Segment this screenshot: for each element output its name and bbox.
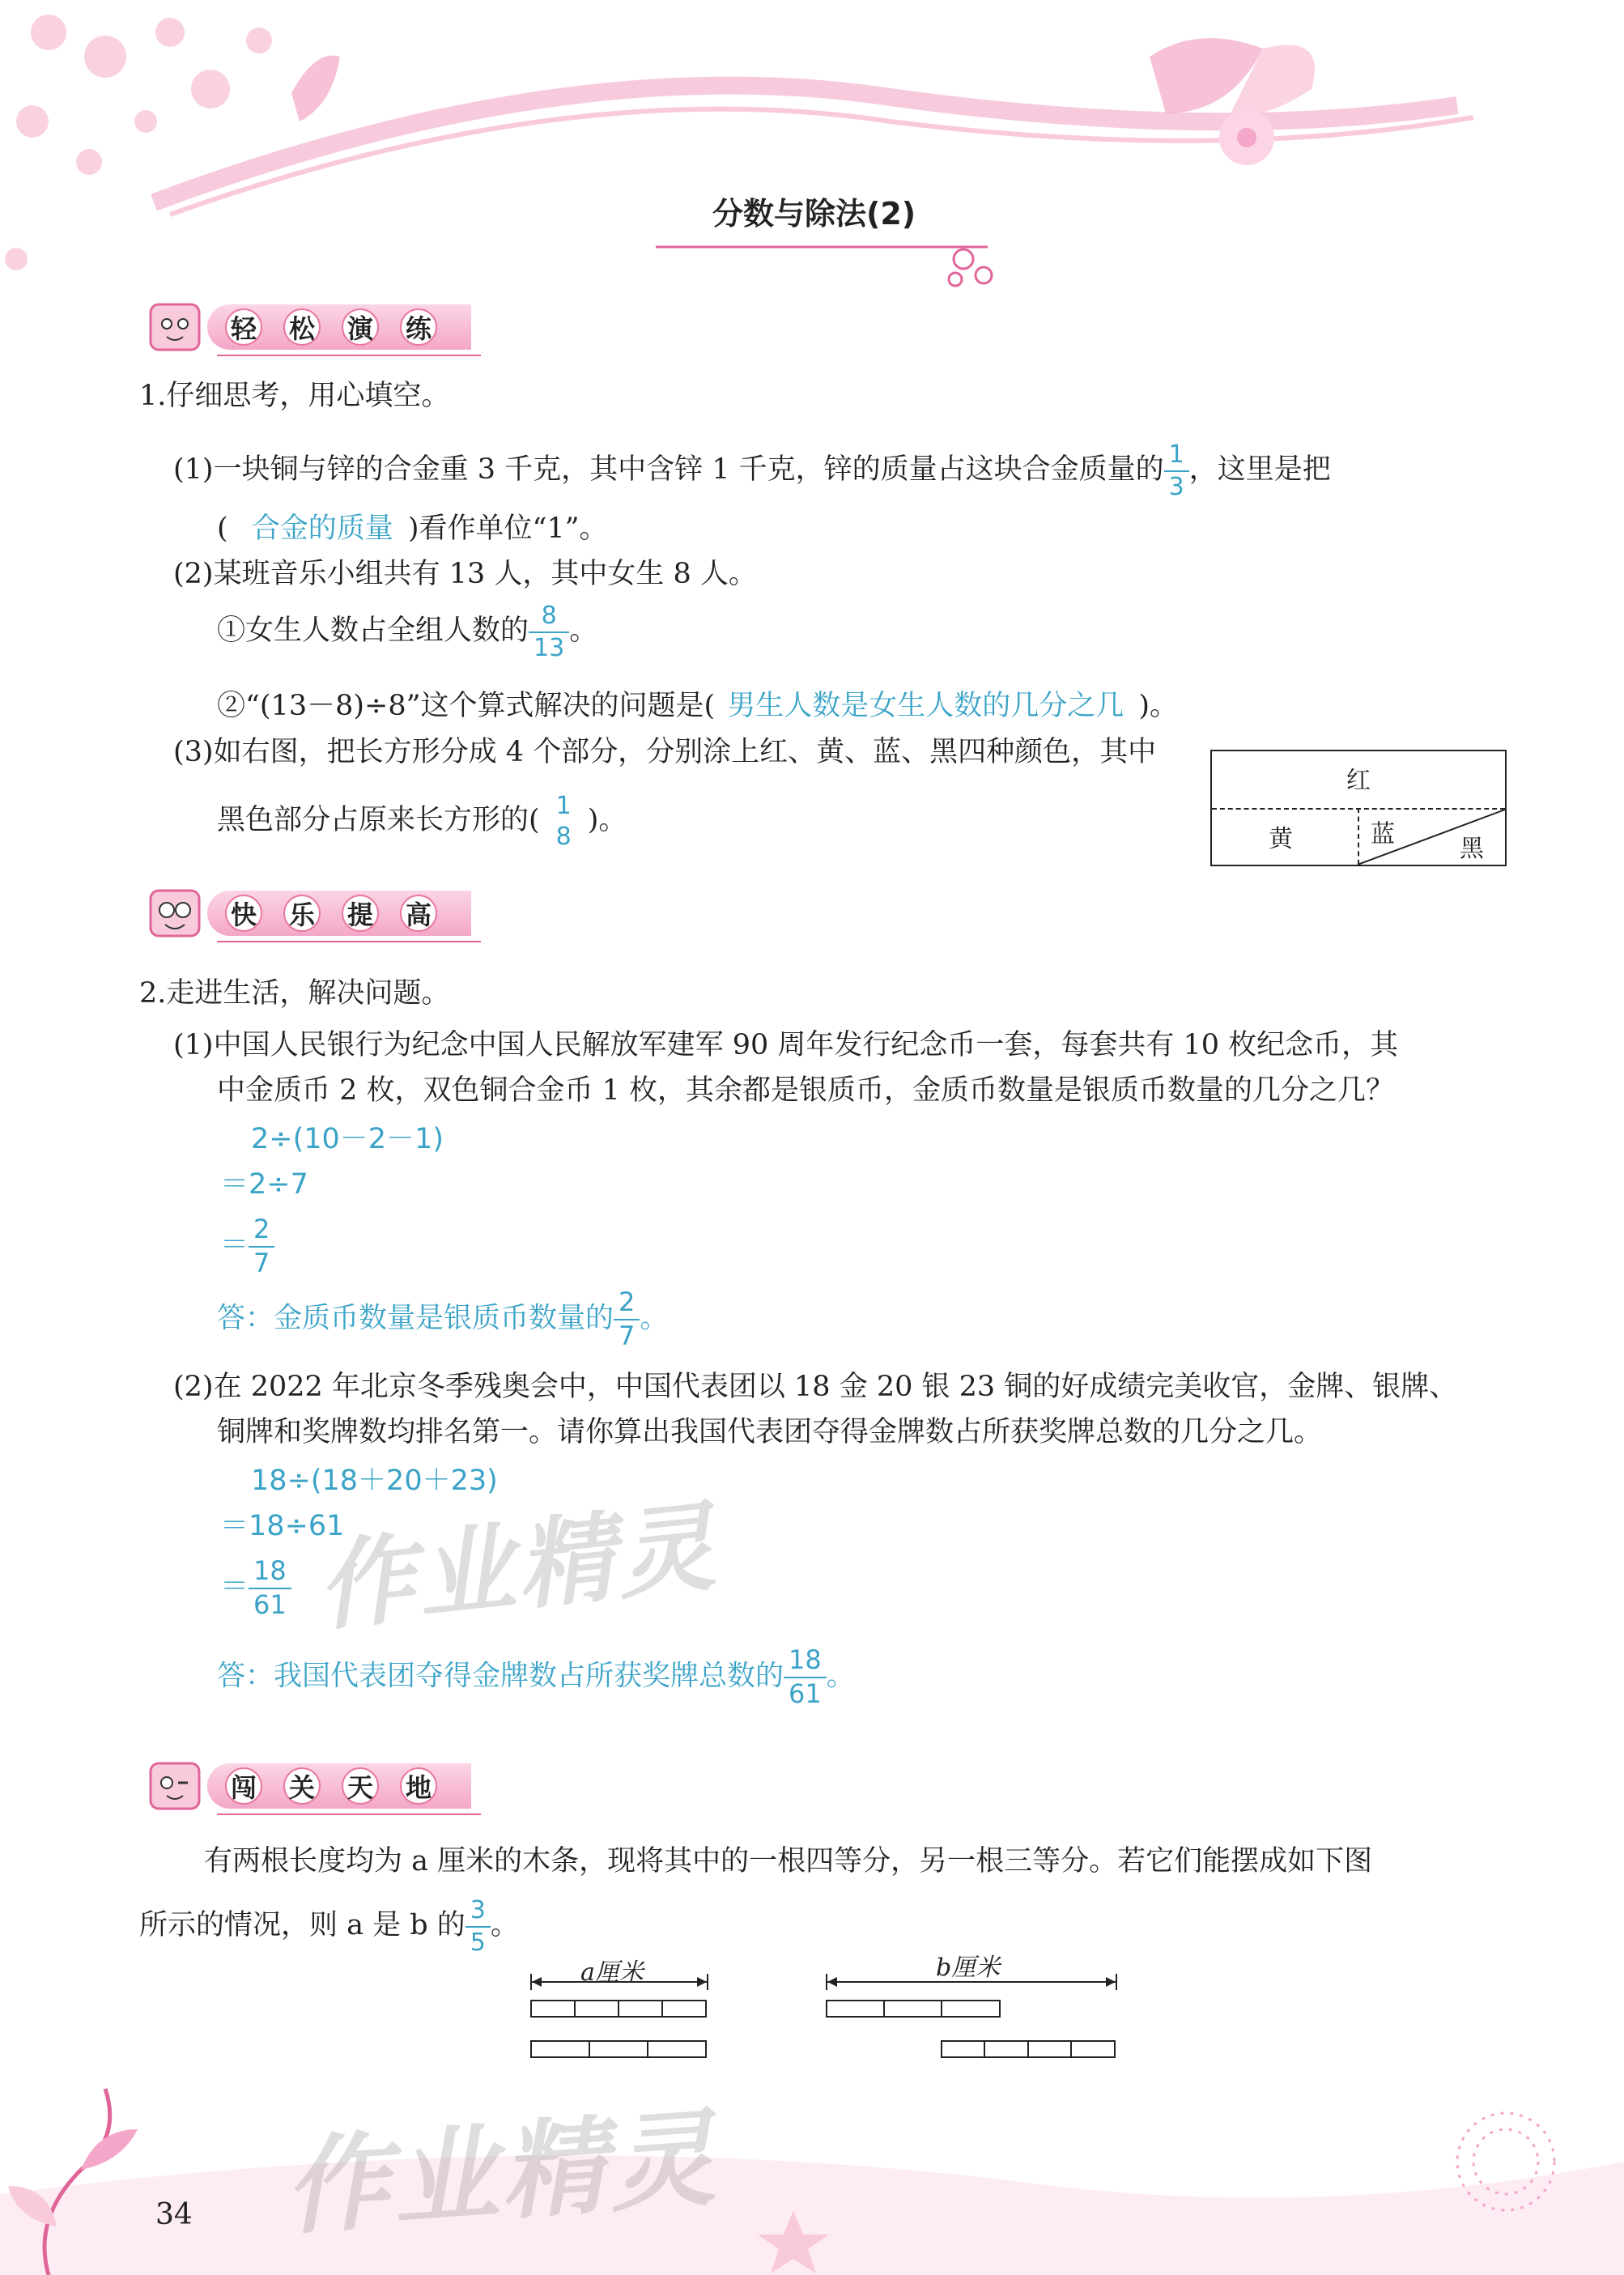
q1-p1-line1 [173, 442, 1331, 500]
section-char: 松 [283, 308, 321, 346]
q1-p1-text-a: (1)一块铜与锌的合金重 3 千克，其中含锌 1 千克，锌的质量占这块合金质量的 [173, 453, 1164, 486]
q1-p3-line2 [217, 793, 627, 849]
sub-question-text: 黑色部分占原来长方形的( [217, 804, 540, 836]
rectangle-diagram [1210, 750, 1507, 866]
section-title-improve [136, 884, 471, 942]
fraction-answer [551, 793, 576, 849]
punctuation: 。 [569, 614, 598, 647]
fraction-answer [784, 1644, 827, 1709]
punctuation: )。 [1138, 690, 1178, 722]
stick-three-parts [530, 2040, 708, 2060]
mascot-icon [136, 884, 217, 942]
q1-p3-text: (3)如右图，把长方形分成 4 个部分，分别涂上红、黄、蓝、黑四种颜色，其中 [173, 736, 1157, 768]
q2-p1-line1: (1)中国人民银行为纪念中国人民解放军建军 90 周年发行纪念币一套，每套共有 10 枚纪念币，其 [173, 1029, 1399, 1061]
answer-text: 答：金质币数量是银质币数量的 [217, 1302, 614, 1335]
q1-p2-s2 [217, 692, 1178, 721]
punctuation: 。 [490, 1909, 519, 1941]
fraction-numerator: 1 [1164, 442, 1189, 472]
calc-step-fraction [220, 1216, 274, 1277]
label-blue: 蓝 [1371, 820, 1395, 848]
fraction-numerator: 2 [614, 1289, 640, 1320]
fraction-denominator: 61 [253, 1588, 287, 1620]
q1-p2-s1 [217, 603, 597, 661]
answer-text: 男生人数是女生人数的几分之几 [727, 690, 1124, 722]
mascot-icon [136, 298, 217, 356]
q2-p2-line1: (2)在 2022 年北京冬季残奥会中，中国代表团以 18 金 20 银 23 铜的好成绩完美收官，金牌、银牌、 [173, 1371, 1458, 1403]
dimension-arrow [826, 1974, 1117, 1990]
watermark: 作业精灵 [312, 1490, 724, 1645]
punctuation: 。 [640, 1302, 669, 1335]
q3-line2 [139, 1898, 519, 1955]
section-char: 高 [400, 895, 437, 932]
sub-question-text: ①女生人数占全组人数的 [217, 614, 529, 647]
fraction-numerator: 3 [466, 1898, 491, 1928]
section-char: 乐 [283, 895, 321, 932]
header-decoration [0, 0, 1624, 340]
punctuation: )。 [587, 804, 627, 836]
section-char: 快 [225, 895, 262, 932]
section-char: 提 [342, 895, 379, 932]
page-number: 34 [155, 2198, 193, 2231]
label-red: 红 [1346, 767, 1371, 795]
page-title: 分数与除法(2) [712, 196, 916, 232]
section-title-practice [136, 298, 471, 356]
q2-p2-line2: 铜牌和奖牌数均排名第一。请你算出我国代表团夺得金牌数占所获奖牌总数的几分之几。 [217, 1416, 1323, 1448]
fraction-denominator: 7 [253, 1247, 270, 1278]
stick-three-thirds [826, 2000, 1004, 2019]
sub-question-text: ②“(13－8)÷8”这个算式解决的问题是( [217, 690, 716, 722]
q2-p1-answer [217, 1286, 669, 1351]
label-a: a厘米 [580, 1958, 644, 1987]
dimension-arrow [530, 1974, 708, 1990]
label-black: 黑 [1460, 835, 1484, 863]
question-text: 所示的情况，则 a 是 b 的 [139, 1909, 466, 1941]
label-b: b厘米 [936, 1954, 1001, 1982]
calc-step: 2÷(10－2－1) [251, 1123, 444, 1155]
q1-p1-line2 [217, 512, 608, 545]
fraction-denominator: 8 [555, 822, 572, 851]
equals-sign: ＝ [220, 1571, 249, 1604]
fraction-answer [614, 1286, 640, 1351]
q1-p2-text: (2)某班音乐小组共有 13 人，其中女生 8 人。 [173, 558, 757, 590]
mascot-icon [136, 1757, 217, 1815]
section-char: 天 [342, 1767, 379, 1805]
stick-three-parts [530, 2000, 708, 2019]
section-char: 关 [283, 1767, 321, 1805]
stick-diagram-b [826, 1953, 1117, 2063]
q1-p1-text-b: ，这里是把 [1188, 453, 1331, 486]
fraction-numerator: 18 [784, 1647, 827, 1678]
fraction-numerator: 1 [555, 792, 572, 820]
section-char: 闯 [225, 1767, 262, 1805]
fraction-answer [249, 1555, 291, 1620]
section-char: 练 [400, 308, 437, 346]
fraction-denominator: 3 [1168, 472, 1184, 501]
stick-diagram-a [530, 1958, 708, 2063]
q2-p1-line2: 中金质币 2 枚，双色铜合金币 1 枚，其余都是银质币，金质币数量是银质币数量的几分之几？ [217, 1074, 1395, 1107]
fraction-denominator: 7 [619, 1320, 636, 1351]
answer-text: 合金的质量 [251, 512, 393, 545]
fraction-denominator: 61 [789, 1678, 822, 1709]
fraction-numerator: 8 [529, 603, 569, 633]
paren-close-text: )看作单位“1”。 [407, 512, 608, 545]
fraction-answer [1164, 442, 1189, 500]
fraction-denominator: 5 [470, 1928, 486, 1957]
paren-open: ( [217, 512, 228, 545]
q2-p2-answer [217, 1644, 855, 1709]
fraction-answer [249, 1216, 274, 1277]
watermark: 作业精灵 [280, 2096, 722, 2250]
calc-step: ＝18÷61 [220, 1510, 345, 1542]
footer-decoration [0, 2073, 1624, 2275]
section-char: 地 [400, 1767, 437, 1805]
section-char: 演 [342, 308, 379, 346]
fraction-denominator: 13 [534, 633, 565, 662]
section-char: 轻 [225, 308, 262, 346]
q3-line1: 有两根长度均为 a 厘米的木条，现将其中的一根四等分，另一根三等分。若它们能摆成如下图 [204, 1845, 1373, 1877]
calc-step: 18÷(18＋20＋23) [251, 1465, 498, 1497]
fraction-answer [466, 1898, 491, 1955]
equals-sign: ＝ [220, 1229, 249, 1262]
fraction-numerator: 18 [249, 1558, 291, 1589]
fraction-numerator: 2 [249, 1216, 274, 1248]
punctuation: 。 [826, 1660, 855, 1693]
section-title-challenge [136, 1757, 471, 1815]
answer-text: 答：我国代表团夺得金牌数占所获奖牌总数的 [217, 1660, 784, 1693]
fraction-answer [529, 603, 569, 661]
label-yellow: 黄 [1269, 825, 1293, 853]
calc-step-fraction [220, 1555, 291, 1620]
stick-four-quarters [941, 2040, 1117, 2060]
calc-step: ＝2÷7 [220, 1168, 308, 1201]
q2-heading: 2.走进生活，解决问题。 [139, 977, 450, 1010]
q1-heading: 1.仔细思考，用心填空。 [139, 380, 450, 412]
